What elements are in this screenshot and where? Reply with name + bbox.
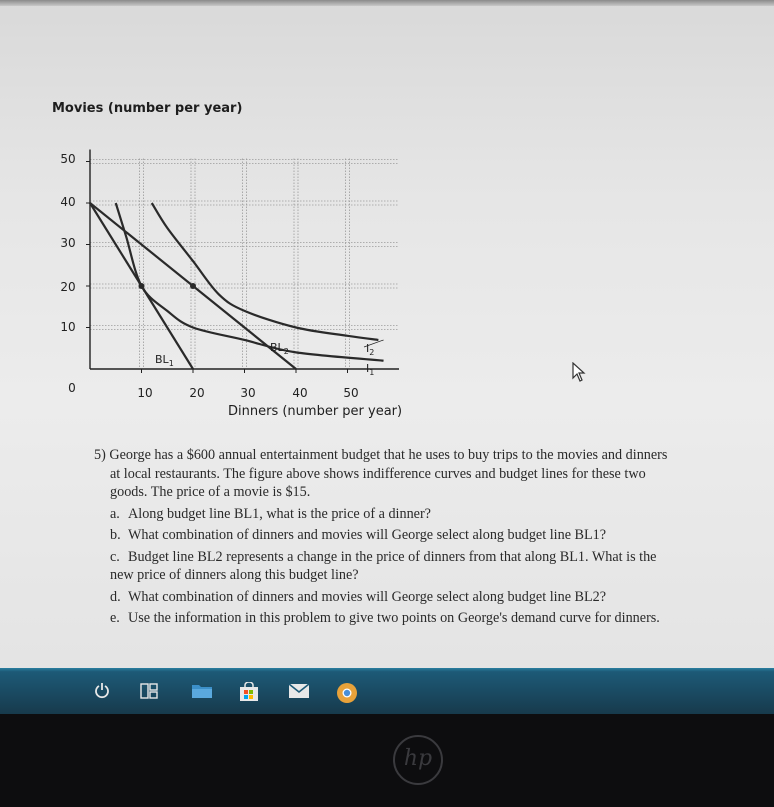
monitor-bezel [0,714,774,807]
store-icon[interactable] [238,682,260,702]
power-icon[interactable] [94,682,110,700]
hp-logo: hp [393,735,443,785]
x-tick-40: 40 [292,386,308,400]
problem-part-c: c. Budget line BL2 represents a change in the price of dinners from that along BL1. What is the [110,548,657,565]
problem-stem-line-2: at local restaurants. The figure above shows indifference curves and budget lines for these two [110,465,646,482]
i1-label: $I_1$ [366,362,375,377]
problem-part-e: e. Use the information in this problem to give two points on George's demand curve for dinners. [110,610,660,626]
problem-part-b: b. What combination of dinners and movies will George select along budget line BL1? [110,527,607,543]
indifference-curve-i2 [152,203,379,340]
chart-ticks [60,152,358,400]
x-tick-50: 50 [343,386,359,400]
problem-stem-line-3: goods. The price of a movie is $15. [110,484,311,500]
problem-text [94,446,762,628]
y-tick-20: 20 [60,280,76,294]
tangency-point-2 [190,283,196,289]
i2-label: $I_2$ [366,342,375,357]
mouse-cursor-icon [571,362,587,384]
bl2-label: $BL_2$ [270,341,289,356]
y-axis-label: Movies (number per year) [52,101,243,116]
problem-part-a: a. Along budget line BL1, what is the price of a dinner? [110,505,431,522]
mail-icon[interactable] [288,682,310,700]
problem-part-d: d. What combination of dinners and movies will George select along budget line BL2? [110,588,607,605]
chrome-icon[interactable] [336,682,358,704]
bl1-label: $BL_1$ [155,353,174,368]
x-axis-label: Dinners (number per year) [228,404,403,419]
origin-label: 0 [68,381,76,395]
problem-part-c-continued: new price of dinners along this budget line? [110,567,359,583]
problem-stem-line-1: 5) George has a $600 annual entertainment budget that he uses to buy trips to the movies and dinners [94,447,668,463]
tangency-point-1 [139,283,145,289]
indifference-curve-i1 [116,203,384,361]
y-tick-10: 10 [60,320,76,334]
x-tick-10: 10 [137,386,153,400]
problem-number: 5) [94,447,106,463]
x-tick-30: 30 [240,386,256,400]
taskbar [0,668,774,714]
task-view-icon[interactable] [140,682,158,700]
file-explorer-icon[interactable] [191,682,213,700]
y-tick-40: 40 [60,195,76,209]
chart-series [90,203,384,369]
y-tick-30: 30 [60,236,76,250]
y-tick-50: 50 [60,152,76,166]
x-tick-20: 20 [189,386,205,400]
